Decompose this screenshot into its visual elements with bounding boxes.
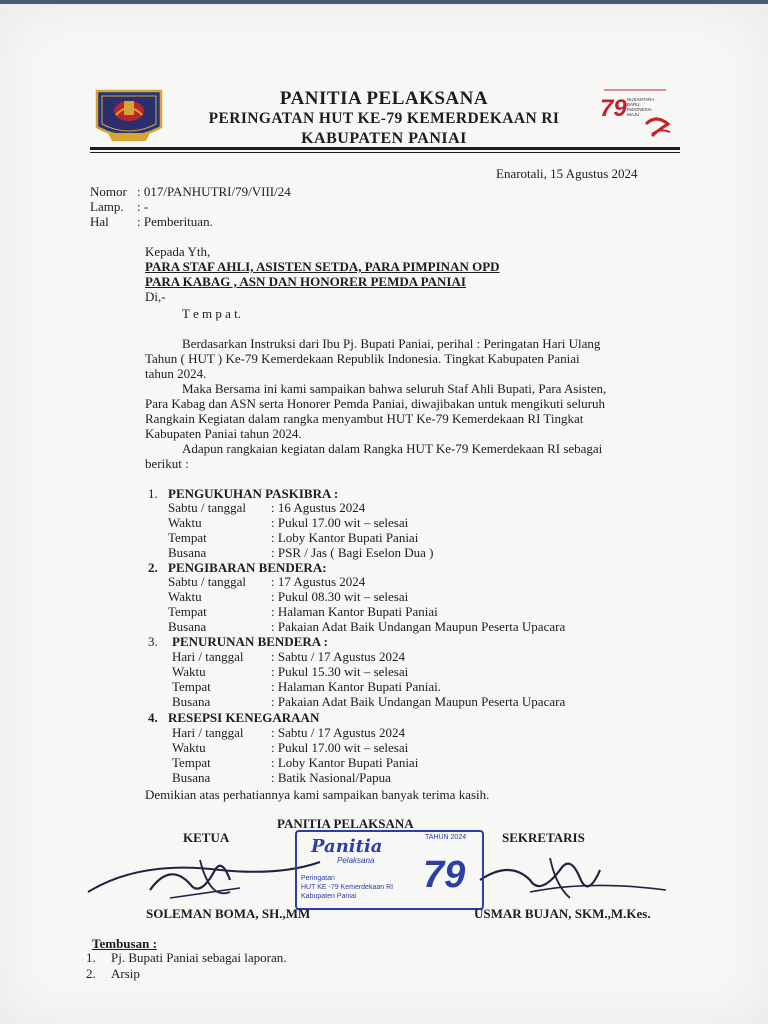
- lamp-label: Lamp.: [90, 199, 124, 214]
- recipient-tempat: T e m p a t.: [182, 306, 241, 321]
- event-1-title: PENGUKUHAN PASKIBRA :: [168, 486, 339, 501]
- event-2-value-2: : Pukul 08.30 wit – selesai: [271, 589, 409, 604]
- event-3-value-1: : Sabtu / 17 Agustus 2024: [271, 649, 405, 664]
- tembusan-item-1-number: 1.: [86, 950, 96, 965]
- event-1-label-2: Waktu: [168, 515, 202, 530]
- closing-text: Demikian atas perhatiannya kami sampaikan banyak terima kasih.: [145, 787, 490, 802]
- logo-number: 79: [600, 95, 627, 122]
- event-4-label-4: Busana: [172, 770, 211, 785]
- body-p2-line3: Rangkain Kegiatan dalam rangka menyambut HUT Ke-79 Kemerdekaan RI Tingkat: [145, 411, 584, 426]
- event-1-number: 1.: [148, 486, 158, 501]
- event-4-value-3: : Loby Kantor Bupati Paniai: [271, 755, 419, 770]
- body-p3-line2: berikut :: [145, 456, 189, 471]
- stamp-line-2: HUT KE -79 Kemerdekaan RI: [301, 884, 394, 891]
- header-event-title: PERINGATAN HUT KE-79 KEMERDEKAAN RI: [208, 110, 560, 127]
- signature-right-name: USMAR BUJAN, SKM.,M.Kes.: [474, 906, 651, 921]
- hal-value: : Pemberituan.: [137, 214, 213, 229]
- event-3-value-3: : Halaman Kantor Bupati Paniai.: [271, 679, 442, 694]
- event-2-label-2: Waktu: [168, 589, 202, 604]
- header-regency-title: KABUPATEN PANIAI: [301, 130, 467, 147]
- event-4-value-4: : Batik Nasional/Papua: [271, 770, 391, 785]
- event-4-value-1: : Sabtu / 17 Agustus 2024: [271, 725, 405, 740]
- event-3-value-2: : Pukul 15.30 wit – selesai: [271, 664, 409, 679]
- nomor-value: : 017/PANHUTRI/79/VIII/24: [137, 184, 291, 199]
- body-p3-line1: Adapun rangkaian kegiatan dalam Rangka HUT Ke-79 Kemerdekaan RI sebagai: [182, 441, 603, 456]
- event-1-value-1: : 16 Agustus 2024: [271, 500, 366, 515]
- right-signature-graphic: [470, 840, 670, 910]
- event-4-title: RESEPSI KENEGARAAN: [168, 710, 320, 725]
- header-committee-title: PANITIA PELAKSANA: [279, 88, 489, 109]
- tembusan-title: Tembusan :: [92, 936, 157, 951]
- body-p2-line2: Para Kabag dan ASN serta Honorer Pemda Paniai, diwajibakan untuk mengikuti seluruh: [145, 396, 605, 411]
- event-2-value-3: : Halaman Kantor Bupati Paniai: [271, 604, 438, 619]
- recipient-line-1: PARA STAF AHLI, ASISTEN SETDA, PARA PIMPINAN OPD: [145, 259, 500, 274]
- place-date: Enarotali, 15 Agustus 2024: [496, 166, 638, 181]
- stamp-year: TAHUN 2024: [425, 834, 467, 841]
- body-p2-line4: Kabupaten Paniai tahun 2024.: [145, 426, 302, 441]
- event-4-number: 4.: [148, 710, 158, 725]
- event-1-value-2: : Pukul 17.00 wit – selesai: [271, 515, 409, 530]
- event-3-number: 3.: [148, 634, 158, 649]
- event-3-label-3: Tempat: [172, 679, 211, 694]
- event-2-label-1: Sabtu / tanggal: [168, 574, 246, 589]
- event-1-value-3: : Loby Kantor Bupati Paniai: [271, 530, 419, 545]
- recipient-line-2: PARA KABAG , ASN DAN HONORER PEMDA PANIAI: [145, 274, 466, 289]
- event-4-label-2: Waktu: [172, 740, 206, 755]
- tembusan-item-1: Pj. Bupati Paniai sebagai laporan.: [111, 950, 287, 965]
- signature-committee: PANITIA PELAKSANA: [277, 816, 414, 831]
- signature-right-role: SEKRETARIS: [502, 830, 585, 845]
- event-2-label-4: Busana: [168, 619, 207, 634]
- event-2-number: 2.: [148, 560, 158, 575]
- event-1-value-4: : PSR / Jas ( Bagi Eselon Dua ): [271, 545, 434, 560]
- logo-tagline-1: NUSANTARA: [627, 97, 655, 102]
- body-p1-line2: Tahun ( HUT ) Ke-79 Kemerdekaan Republik Indonesia. Tingkat Kabupaten Paniai: [145, 351, 580, 366]
- stamp-line-1: Peringatan: [301, 875, 335, 882]
- event-3-label-1: Hari / tanggal: [172, 649, 244, 664]
- nomor-label: Nomor: [90, 184, 127, 199]
- logo-tagline-4: MAJU: [627, 112, 640, 117]
- event-3-value-4: : Pakaian Adat Baik Undangan Maupun Peserta Upacara: [271, 694, 566, 709]
- signature-left-name: SOLEMAN BOMA, SH.,MM: [146, 906, 311, 921]
- stamp-number: 79: [423, 854, 466, 896]
- logo-tagline-2: BARU: [627, 102, 640, 107]
- header-rule-thick: [90, 147, 680, 150]
- recipient-di: Di,-: [145, 289, 166, 304]
- body-p2-line1: Maka Bersama ini kami sampaikan bahwa seluruh Staf Ahli Bupati, Para Asisten,: [182, 381, 607, 396]
- greeting: Kepada Yth,: [145, 244, 211, 259]
- event-1-label-1: Sabtu / tanggal: [168, 500, 246, 515]
- event-2-value-4: : Pakaian Adat Baik Undangan Maupun Peserta Upacara: [271, 619, 566, 634]
- event-1-label-4: Busana: [168, 545, 207, 560]
- hut-79-logo: [596, 84, 676, 142]
- stamp-line-3: Kabupaten Paniai: [301, 893, 357, 900]
- signature-left-role: KETUA: [183, 830, 230, 845]
- event-4-label-3: Tempat: [172, 755, 211, 770]
- event-2-title: PENGIBARAN BENDERA:: [168, 560, 327, 575]
- body-p1-line1: Berdasarkan Instruksi dari Ibu Pj. Bupati Paniai, perihal : Peringatan Hari Ulang: [182, 336, 601, 351]
- event-4-value-2: : Pukul 17.00 wit – selesai: [271, 740, 409, 755]
- event-3-label-4: Busana: [172, 694, 211, 709]
- body-p1-line3: tahun 2024.: [145, 366, 207, 381]
- tembusan-item-2: Arsip: [111, 966, 140, 981]
- event-2-value-1: : 17 Agustus 2024: [271, 574, 366, 589]
- letter-page: [0, 4, 768, 1024]
- logo-tagline: [627, 97, 654, 117]
- event-3-label-2: Waktu: [172, 664, 206, 679]
- header-rule-thin: [90, 152, 680, 153]
- left-signature-graphic: [80, 840, 330, 910]
- stamp-script: Panitia: [311, 836, 383, 857]
- tembusan-item-2-number: 2.: [86, 966, 96, 981]
- hal-label: Hal: [90, 214, 109, 229]
- event-4-label-1: Hari / tanggal: [172, 725, 244, 740]
- stamp-sub: Pelaksana: [337, 856, 375, 865]
- event-1-label-3: Tempat: [168, 530, 207, 545]
- event-3-title: PENURUNAN BENDERA :: [172, 634, 329, 649]
- lamp-value: : -: [137, 199, 149, 214]
- committee-stamp: [295, 830, 484, 910]
- event-2-label-3: Tempat: [168, 604, 207, 619]
- logo-tagline-3: INDONESIA: [627, 107, 652, 112]
